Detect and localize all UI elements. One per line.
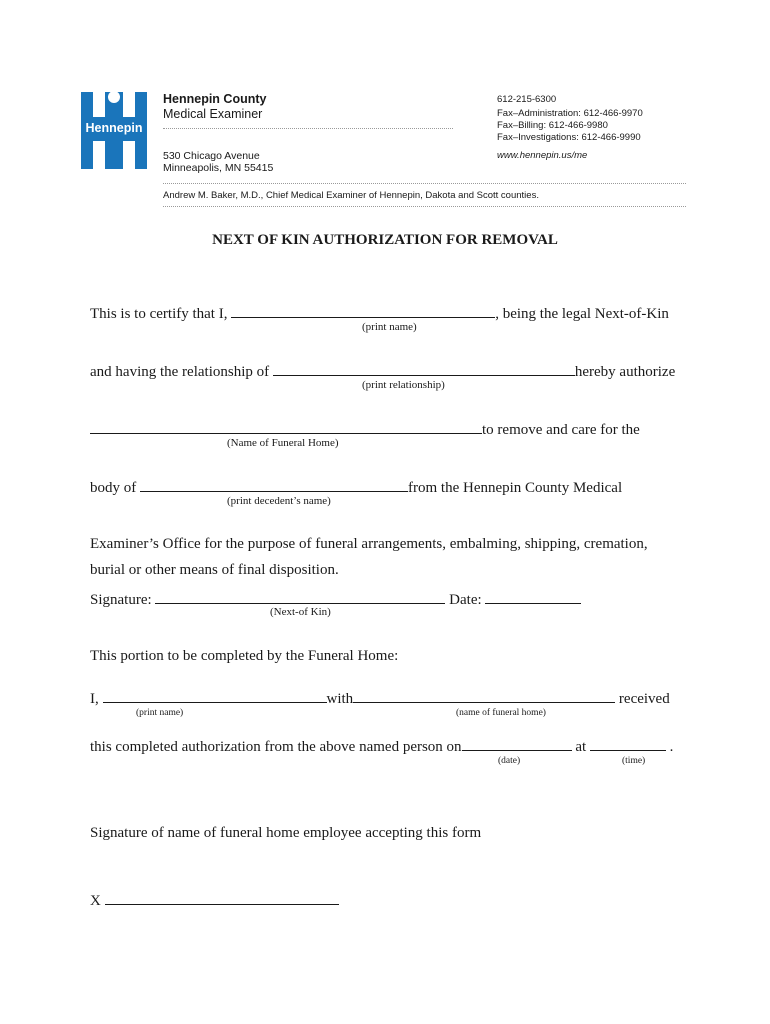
address-line-1: 530 Chicago Avenue [163, 150, 260, 162]
fh-prefix: I, [90, 691, 103, 707]
decedent-name-field[interactable] [140, 477, 408, 492]
funeral-home-line [90, 419, 640, 439]
nok-name-field[interactable] [231, 303, 495, 318]
funeral-home-name-caption: (name of funeral home) [456, 708, 546, 718]
chief-examiner-line: Andrew M. Baker, M.D., Chief Medical Examiner of Hennepin, Dakota and Scott counties. [163, 190, 539, 201]
logo-text: Hennepin [85, 121, 143, 135]
received-time-field[interactable] [590, 736, 666, 751]
print-name-caption: (print name) [362, 321, 417, 333]
header-divider-lower [163, 206, 686, 207]
certify-suffix: , being the legal Next-of-Kin [495, 306, 669, 322]
phone-number: 612-215-6300 [497, 94, 557, 105]
employee-name-field[interactable] [103, 688, 327, 703]
date-caption: (date) [498, 756, 521, 766]
print-relationship-caption: (print relationship) [362, 379, 445, 391]
employee-signature-label: Signature of name of funeral home employee accepting this form [90, 825, 482, 841]
decedent-line [90, 477, 622, 497]
fax-administration: Fax–Administration: 612-466-9970 [497, 108, 643, 119]
purpose-paragraph-line-2: burial or other means of final disposition. [90, 562, 339, 578]
relationship-prefix: and having the relationship of [90, 364, 273, 380]
time-caption: (time) [622, 756, 646, 766]
header-divider-upper [163, 183, 686, 184]
funeral-home-employee-line [90, 688, 670, 708]
relationship-line [90, 361, 675, 381]
certify-line [90, 303, 669, 323]
nok-signature-field[interactable] [155, 589, 445, 604]
certify-prefix: This is to certify that I, [90, 306, 232, 322]
completed-prefix: this completed authorization from the above named person on [90, 739, 462, 755]
decedent-suffix: from the Hennepin County Medical [408, 480, 623, 496]
date-label: Date: [445, 592, 486, 608]
header-divider-short [163, 128, 453, 129]
organization-department: Medical Examiner [163, 107, 263, 121]
decedent-caption: (print decedent’s name) [227, 495, 331, 507]
fh-name-field[interactable] [353, 688, 615, 703]
relationship-field[interactable] [273, 361, 575, 376]
signature-x-mark: X [90, 893, 105, 909]
completed-at: at [571, 739, 590, 755]
employee-signature-line [90, 890, 339, 910]
nok-date-field[interactable] [485, 589, 581, 604]
signature-line [90, 589, 581, 609]
fax-investigations: Fax–Investigations: 612-466-9990 [497, 132, 641, 143]
website-link[interactable]: www.hennepin.us/me [497, 150, 588, 161]
decedent-prefix: body of [90, 480, 140, 496]
purpose-paragraph-line-1: Examiner’s Office for the purpose of funeral arrangements, embalming, shipping, cremation, [90, 536, 648, 552]
received-date-field[interactable] [462, 736, 572, 751]
fh-with: with [326, 691, 354, 707]
employee-name-caption: (print name) [136, 708, 184, 718]
completed-authorization-line [90, 736, 673, 756]
funeral-home-field[interactable] [90, 419, 482, 434]
organization-name: Hennepin County [163, 92, 267, 106]
next-of-kin-caption: (Next-of Kin) [270, 606, 331, 618]
signature-label: Signature: [90, 592, 156, 608]
employee-signature-field[interactable] [105, 890, 339, 905]
funeral-home-caption: (Name of Funeral Home) [227, 437, 339, 449]
relationship-suffix: hereby authorize [574, 364, 676, 380]
completed-end: . [665, 739, 674, 755]
fax-billing: Fax–Billing: 612-466-9980 [497, 120, 608, 131]
funeral-home-section-heading: This portion to be completed by the Funeral Home: [90, 648, 399, 664]
address-line-2: Minneapolis, MN 55415 [163, 162, 274, 174]
hennepin-logo [81, 92, 147, 169]
fh-received: received [615, 691, 670, 707]
funeral-home-suffix: to remove and care for the [482, 422, 640, 438]
form-title: NEXT OF KIN AUTHORIZATION FOR REMOVAL [212, 232, 558, 248]
